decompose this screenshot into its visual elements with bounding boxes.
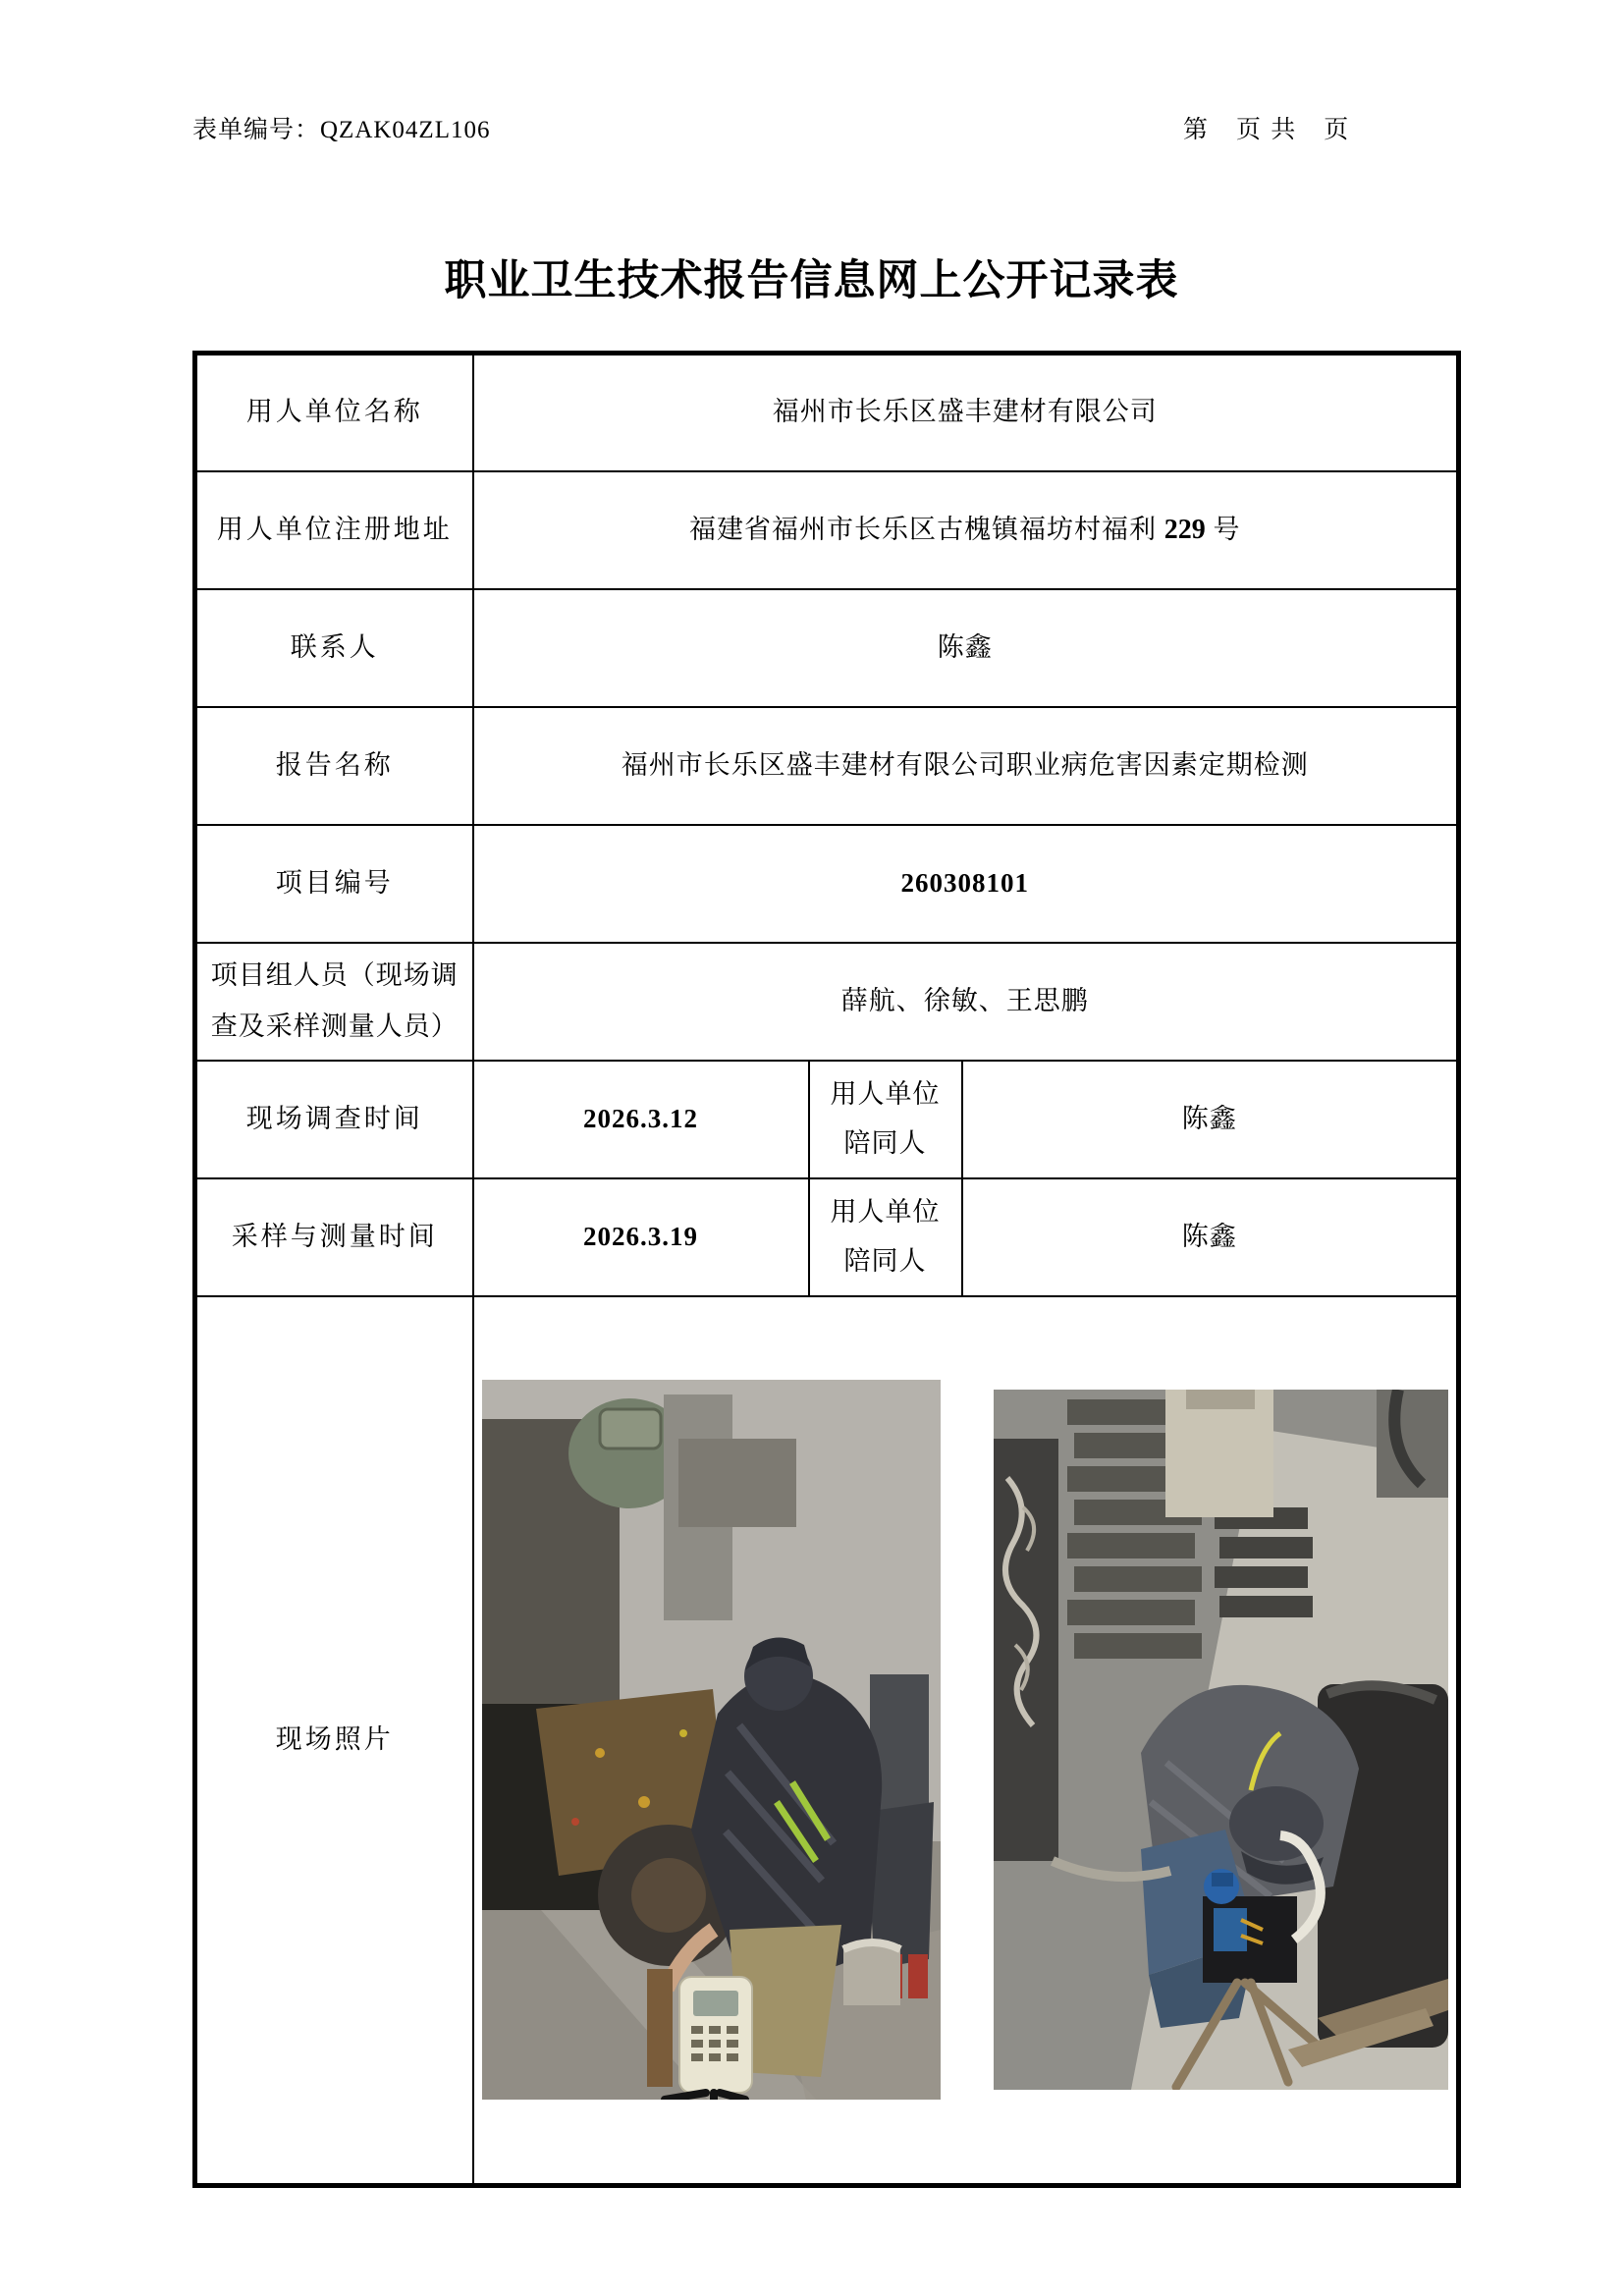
page-title: 职业卫生技术报告信息网上公开记录表 [444, 258, 1179, 304]
accompany-label-2: 用人单位陪同人 [809, 1178, 962, 1296]
row-label-registered-address: 用人单位注册地址 [195, 471, 473, 589]
table-row-contact [195, 589, 1459, 707]
table-row-report-name [195, 707, 1459, 825]
row-label-contact: 联系人 [195, 589, 473, 707]
sampling-date-value: 2026.3.19 [473, 1178, 809, 1296]
row-label-employer-name: 用人单位名称 [195, 354, 473, 471]
row-label-sampling-date: 采样与测量时间 [195, 1178, 473, 1296]
row-value-registered-address [473, 471, 1459, 589]
accompany-person-2: 陈鑫 [962, 1178, 1459, 1296]
record-table [192, 351, 1461, 2188]
accompany-person-1: 陈鑫 [962, 1061, 1459, 1178]
table-row-registered-address [195, 471, 1459, 589]
page-number: 第 页 共 页 [1183, 117, 1351, 143]
site-photos-container [482, 1380, 1449, 2100]
row-value-report-name: 福州市长乐区盛丰建材有限公司职业病危害因素定期检测 [473, 707, 1459, 825]
accompany-label-1: 用人单位陪同人 [809, 1061, 962, 1178]
table-row-employer-name [195, 354, 1459, 471]
row-label-project-team: 项目组人员（现场调查及采样测量人员） [195, 943, 473, 1061]
address-number: 229 [1163, 514, 1206, 545]
row-value-project-team: 薛航、徐敏、王思鹏 [473, 943, 1459, 1061]
survey-date-value: 2026.3.12 [473, 1061, 809, 1178]
row-value-contact: 陈鑫 [473, 589, 1459, 707]
row-value-employer-name: 福州市长乐区盛丰建材有限公司 [473, 354, 1459, 471]
site-photo-stone-carving [994, 1390, 1448, 2090]
site-photo-cutting-machine [482, 1380, 941, 2100]
row-label-project-number: 项目编号 [195, 825, 473, 943]
row-label-site-photos: 现场照片 [195, 1296, 473, 2186]
document-header [0, 110, 1623, 143]
table-row-survey-date [195, 1061, 1459, 1178]
form-code: 表单编号：QZAK04ZL106 [192, 117, 491, 143]
table-row-project-number [195, 825, 1459, 943]
table-row-sampling-date [195, 1178, 1459, 1296]
row-label-survey-date: 现场调查时间 [195, 1061, 473, 1178]
address-suffix: 号 [1205, 514, 1241, 544]
table-row-project-team [195, 943, 1459, 1061]
row-value-project-number: 260308101 [473, 825, 1459, 943]
site-photos-cell [473, 1296, 1459, 2186]
address-text: 福建省福州市长乐区古槐镇福坊村福利 [689, 514, 1164, 544]
row-label-report-name: 报告名称 [195, 707, 473, 825]
table-row-site-photos [195, 1296, 1459, 2186]
